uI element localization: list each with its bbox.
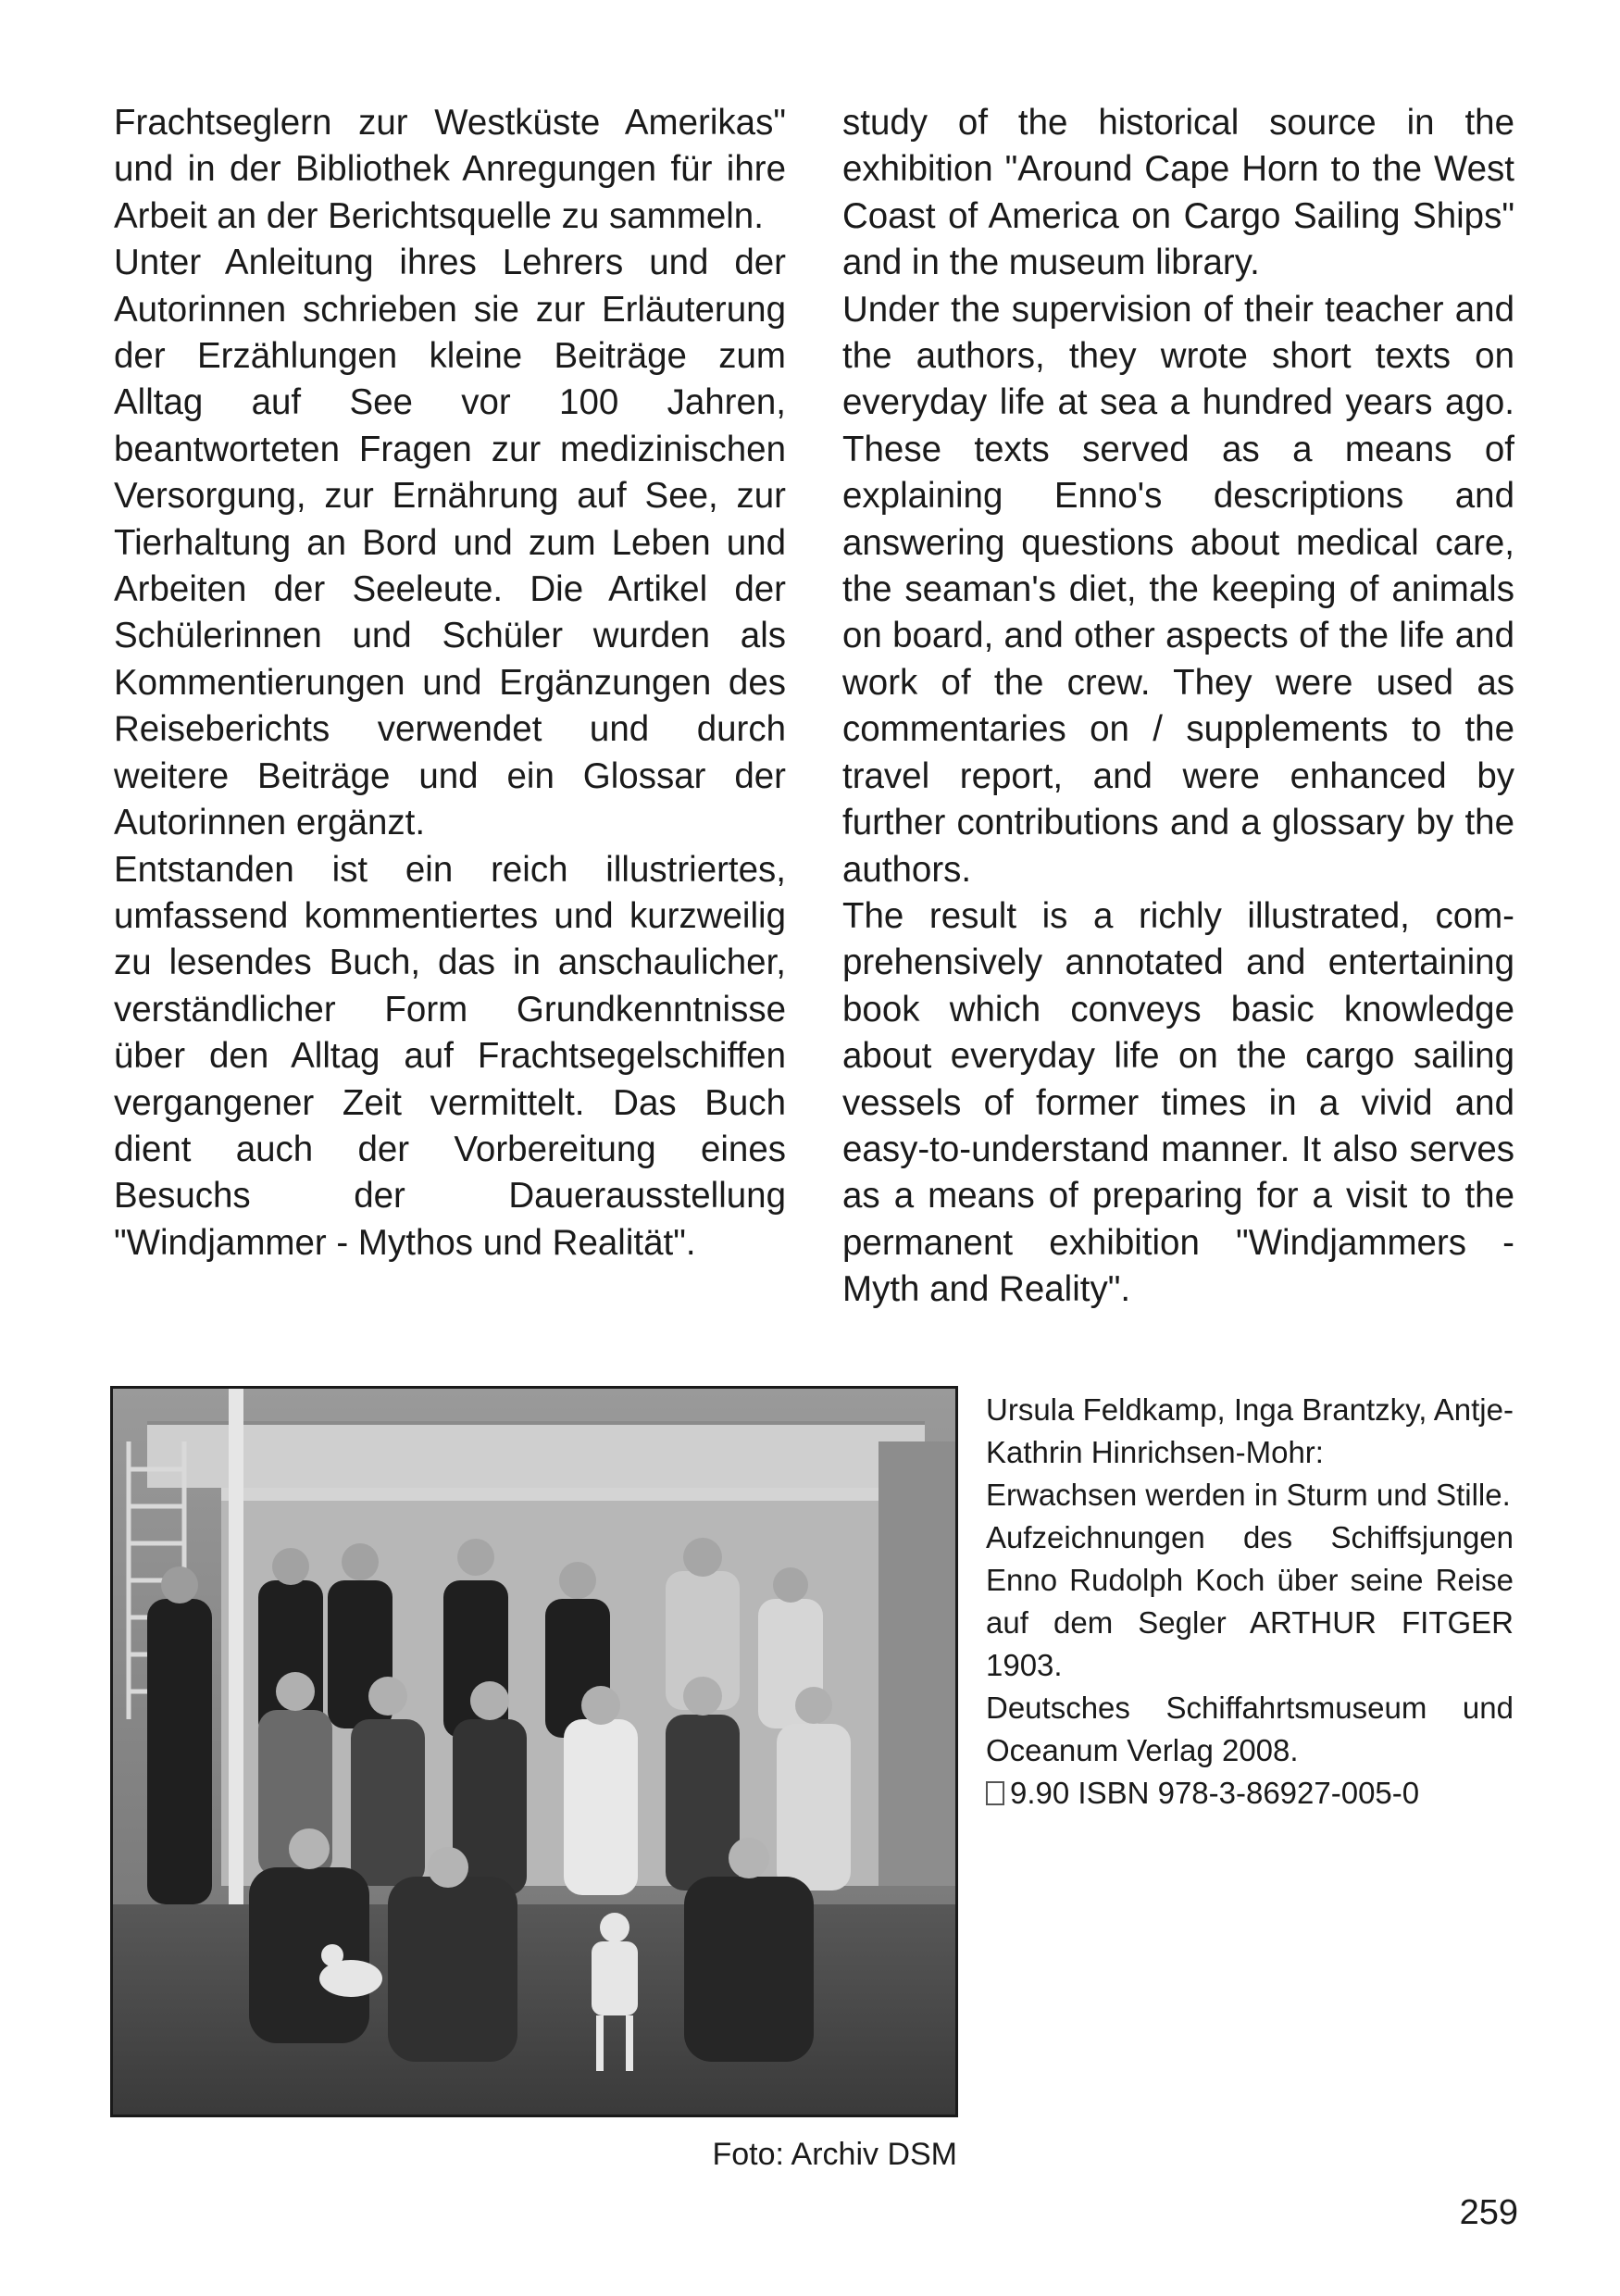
german-paragraph-2: Unter Anleitung ihres Lehrers und der Autorinnen schrieben sie zur Erläuterung der Erzählungen kleine Beiträge zum Alltag auf See vor 100 Jahren, beantworteten Fragen zur medizinischen Versorgung, zur Ernährung auf See, zur Tierhaltung an Bord und zum Leben und Arbeiten der Seeleute. Die Artikel der Schülerinnen und Schüler wurden als Kommentierungen und Ergänzungen des Reiseberichts verwendet und durch weitere Beiträge und ein Glossar der Autorinnen ergänzt.: [114, 243, 786, 843]
english-paragraph-1: study of the historical source in the exhibition "Around Cape Horn to the West Coast of America on Cargo Sailing Ships" and in the museum library.: [842, 103, 1514, 283]
book-publisher: Deutsches Schiffahrtsmuseum und Oceanum Verlag 2008.: [986, 1691, 1514, 1767]
german-paragraph-1: Frachtseglern zur Westküste Amerikas" und in der Bibliothek Anregungen für ihre Arbeit an der Berichtsquelle zu sammeln.: [114, 103, 786, 236]
english-paragraph-2: Under the supervision of their teacher and the authors, they wrote short texts on everyday life at sea a hundred years ago. These texts served as a means of explaining Enno's descriptions and answering questions about medical care, the seaman's diet, the keeping of animals on board, and other aspects of the life and work of the crew. They were used as commentaries on / supplements to the travel report, and were enhanced by further contributions and a glossary by the authors.: [842, 289, 1514, 890]
book-reference: [986, 1389, 1514, 1815]
english-text-column: [842, 100, 1514, 1314]
currency-symbol-box: [986, 1781, 1004, 1805]
german-text-column: [114, 100, 786, 1267]
english-paragraph-3: The result is a richly illustrated, comprehensively annotated and entertaining book which conveys basic knowledge about everyday life on the cargo sailing vessels of former times in a vivid and easy-to-understand manner. It also serves as a means of preparing for a visit to the permanent exhibition "Windjammers - Myth and Reality".: [842, 895, 1514, 1310]
book-price-isbn-line: [986, 1772, 1514, 1815]
crew-group-photo: [110, 1386, 958, 2117]
german-paragraph-3: Entstanden ist ein reich illustriertes, umfassend kommentiertes und kurzweilig zu lesendes Buch, das in anschaulicher, verständlicher Form Grundkenntnisse über den Alltag auf Frachtsegelschiffen vergangener Zeit vermittelt. Das Buch dient auch der Vorbereitung eines Besuchs der Dauerausstellung "Windjammer - Mythos und Realität".: [114, 849, 786, 1263]
page-number: 259: [1459, 2193, 1518, 2232]
book-subtitle: Aufzeichnungen des Schiffsjungen Enno Rudolph Koch über seine Reise auf dem Segler ARTHUR FITGER 1903.: [986, 1520, 1514, 1682]
photo-caption: Foto: Archiv DSM: [712, 2137, 957, 2172]
book-authors: Ursula Feldkamp, Inga Brantzky, Antje-Kathrin Hinrichsen-Mohr:: [986, 1392, 1514, 1469]
book-price-isbn: 9.90 ISBN 978-3-86927-005-0: [1010, 1776, 1420, 1810]
book-title: Erwachsen werden in Sturm und Stille.: [986, 1478, 1511, 1512]
